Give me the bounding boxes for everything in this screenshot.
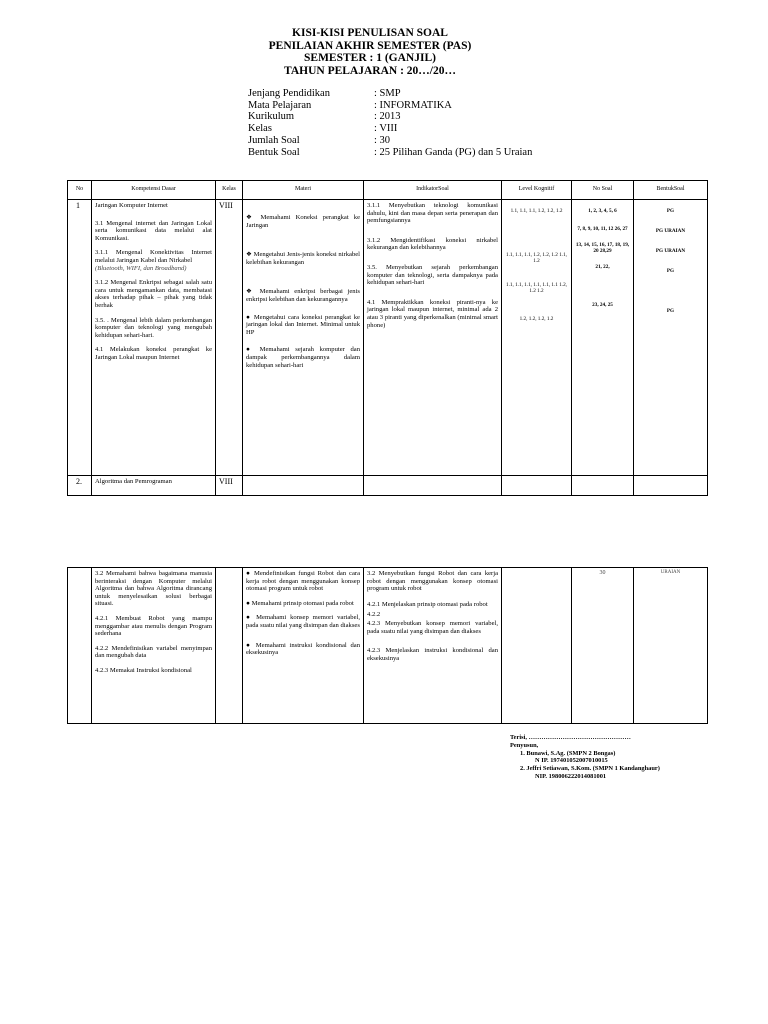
bentuk-cell — [634, 200, 708, 476]
indikator-cell — [364, 200, 502, 476]
info-key: Kelas — [248, 123, 272, 135]
header-kelas: Kelas — [216, 181, 243, 200]
materi-item: ● Memahami instruksi kondisional dan eksekusinya — [246, 641, 360, 657]
indikator-item: 4.2.1 Menjelaskan prinsip otomasi pada robot — [367, 600, 488, 608]
nosoal-item: 23, 24, 25 — [592, 302, 613, 308]
materi-item: ❖ Mengetahui Jenis-jenis koneksi nirkabel kelebihan kekurangan — [246, 251, 360, 266]
materi-item: ● Memahami sejarah komputer dan dampak perkembangannya dalam kehidupan sehari-hari — [246, 346, 360, 369]
kd-item: 4.2.3 Memakai Instruksi kondisional — [95, 666, 192, 674]
nosoal-cell — [572, 476, 634, 496]
kompetensi-cell — [92, 200, 216, 476]
kd-item: 3.2 Memahami bahwa bagaimana manusia berinteraksi dengan Komputer melalui Algoritma dan bahwa Algoritma dirancang untuk menyelesaikan solusi berbagai situasi. — [95, 570, 212, 608]
signature-line: NIP. 198006222014081001 — [535, 772, 607, 780]
info-key: Jumlah Soal — [248, 134, 300, 146]
kd-item: 3.1.2 Mengenal Enkripsi sebagai salah satu cara untuk mengamankan data, membatasi akses terhadap pihak – pihak yang tidak berhak — [95, 279, 212, 309]
level-cell — [502, 476, 572, 496]
info-key: Kurikulum — [248, 111, 295, 123]
info-row — [248, 100, 532, 112]
bentuk-item: PG — [666, 208, 675, 214]
kelas-cell: VIII — [216, 200, 243, 476]
signature-line: Penyusun, — [510, 741, 539, 749]
table-row — [68, 476, 708, 496]
bentuk-item: PG — [666, 308, 675, 314]
info-key: Bentuk Soal — [248, 146, 300, 158]
materi-item: ❖ Memahami Koneksi perangkat ke Jaringan — [246, 214, 360, 229]
indikator-item: 4.1 Mempraktikkan koneksi piranti-nya ke jaringan lokal maupun internet, minimal ada 2 atau 3 piranti yang diperkenalkan (minimal smart phone) — [367, 298, 498, 329]
table-header-row — [68, 181, 708, 200]
level-item: 1.2, 1.2, 1.2, 1.2 — [519, 316, 554, 322]
info-row — [248, 111, 532, 123]
kompetensi-cell — [92, 568, 216, 724]
materi-item: ❖ Memahami enkripsi berbagai jenis enkripsi kelebihan dan kekurangannya — [246, 288, 360, 303]
level-item: 1.1, 1.1, 1.1, 1.2, 1.2, 1.2 1.1, 1.2 — [506, 252, 567, 264]
level-cell — [502, 568, 572, 724]
kisi-table-page-1 — [67, 180, 708, 496]
header-nosoal: No Soal — [572, 181, 634, 200]
info-value: : 2013 — [374, 111, 401, 123]
info-row — [248, 147, 532, 159]
indikator-cell — [364, 476, 502, 496]
info-value: : SMP — [374, 88, 401, 99]
nosoal-item: 1, 2, 3, 4, 5, 6 — [588, 208, 617, 214]
header-materi: Materi — [243, 181, 364, 200]
indikator-item: 3.2 Menyebutkan fungsi Robot dan cara kerja robot dengan menggunakan konsep otomasi program untuk robot — [367, 570, 498, 593]
table-row — [68, 568, 708, 724]
nosoal-cell: 30 — [572, 568, 634, 724]
materi-item: ● Memahami konsep memori variabel, pada suatu nilai yang disimpan dan diakses — [246, 614, 360, 629]
info-value: : 30 — [374, 134, 391, 146]
level-item: 1.1, 1.1, 1.1, 1.1, 1.1, 1.1 1.2, 1.2 1.2 — [506, 282, 567, 294]
nosoal-item: 7, 8, 9, 10, 11, 12 26, 27 — [577, 226, 628, 232]
indikator-item: 3.1.2 Mengidentifikasi koneksi nirkabel kekurangan dan kelebihannya — [367, 236, 498, 252]
signature-line: Terisi, ………………………………………… — [510, 734, 631, 741]
info-value: : VIII — [374, 123, 398, 135]
header-indikator: IndikatorSoal — [364, 181, 502, 200]
kd-item: 4.1 Melakukan koneksi perangkat ke Jaringan Lokal maupun Internet — [95, 346, 212, 361]
level-item: 1.1, 1.1, 1.1, 1.2, 1.2, 1.2 — [510, 208, 563, 214]
bentuk-item: PG URAIAN — [655, 248, 686, 254]
kelas-cell: VIII — [216, 476, 243, 496]
title-line-1: KISI-KISI PENULISAN SOAL — [292, 27, 448, 39]
title-line-4: TAHUN PELAJARAN : 20…/20… — [284, 64, 456, 77]
title-line-3: SEMESTER : 1 (GANJIL) — [304, 52, 436, 64]
document-title — [0, 27, 740, 77]
nosoal-item: 13, 14, 15, 16, 17, 18, 19, 20 28,29 — [575, 242, 630, 254]
row-number — [68, 568, 92, 724]
row-number: 2. — [68, 476, 92, 496]
nosoal-cell — [572, 200, 634, 476]
bentuk-item: PG — [666, 268, 675, 274]
bentuk-cell: URAIAN — [634, 568, 708, 724]
kelas-cell — [216, 568, 243, 724]
info-block — [248, 88, 532, 158]
indikator-item: 4.2.3 Menyebutkan konsep memori variabel, pada suatu nilai yang disimpan dan diakses — [367, 619, 498, 635]
indikator-item: 4.2.2 — [367, 611, 381, 619]
indikator-item: 3.1.1 Menyebutkan teknologi komunikasi dahulu, kini dan masa depan serta penerapan dan pemfungsiannya — [367, 202, 498, 225]
header-no: No — [68, 181, 92, 200]
bentuk-item: PG URAIAN — [655, 228, 686, 234]
signature-block — [510, 734, 660, 781]
info-value: : 25 Pilihan Ganda (PG) dan 5 Uraian — [374, 146, 533, 158]
title-line-2: PENILAIAN AKHIR SEMESTER (PAS) — [268, 39, 472, 52]
signature-line: 2. Jeffri Setiawan, S.Kom. (SMPN 1 Kandanghaur) — [520, 765, 660, 773]
indikator-cell — [364, 568, 502, 724]
materi-item: ● Memahami prinsip otomasi pada robot — [246, 599, 354, 607]
kompetensi-cell: Algoritma dan Pemrograman — [92, 476, 216, 496]
materi-cell — [243, 568, 364, 724]
kd-item: 3.1.1 Mengenal Konektivitas Internet melalui Jaringan Kabel dan Nirkabel — [95, 249, 212, 264]
kd-item: 3.1 Mengenal internet dan Jaringan Lokal serta komunikasi data melalui alat Komunikasi. — [95, 219, 212, 242]
materi-cell — [243, 476, 364, 496]
signature-line: 1. Bunawi, S.Ag. (SMPN 2 Bongas) — [520, 749, 616, 757]
kd-item: 4.2.1 Membuat Robot yang mampu menggambar atau menulis dengan Program sederhana — [95, 614, 212, 638]
info-value: : INFORMATIKA — [374, 99, 452, 111]
header-level: Level Kognitif — [502, 181, 572, 200]
bentuk-cell — [634, 476, 708, 496]
info-key: Mata Pelajaran — [248, 99, 312, 111]
kd-item: (Bluetooth, WIFI, dan Broadband) — [95, 264, 187, 272]
header-bentuk: BentukSoal — [634, 181, 708, 200]
materi-item: ● Mengetahui cara koneksi perangkat ke jaringan lokal dan Internet. Minimal untuk HP — [246, 313, 360, 336]
kisi-table-page-2 — [67, 567, 708, 724]
kd-item: Jaringan Komputer Internet — [95, 202, 168, 209]
row-number: 1 — [68, 200, 92, 476]
table-row — [68, 200, 708, 476]
info-row — [248, 135, 532, 147]
info-row — [248, 123, 532, 135]
indikator-item: 3.5. Menyebutkan sejarah perkembangan komputer dan teknologi, serta dampaknya pada kehidupan sehari-hari — [367, 263, 498, 287]
level-cell — [502, 200, 572, 476]
materi-item: ● Mendefinisikan fungsi Robot dan cara kerja robot dengan menggunakan konsep otomasi program untuk robot — [246, 570, 360, 593]
info-row — [248, 88, 532, 100]
header-kompetensi: Kompetensi Dasar — [92, 181, 216, 200]
kd-item: 3.5. . Mengenal lebih dalam perkembangan komputer dan teknologi yang mengubah kehidupan sehari-hari. — [95, 316, 212, 339]
indikator-item: 4.2.3 Menjelaskan instruksi kondisional dan eksekusinya — [367, 647, 498, 662]
materi-cell — [243, 200, 364, 476]
info-key: Jenjang Pendidikan — [248, 88, 330, 99]
nosoal-item: 21, 22, — [595, 264, 610, 270]
kd-item: 4.2.2 Mendefinisikan variabel menyimpan dan mengubah data — [95, 644, 212, 660]
signature-line: N IP. 197401052007010015 — [535, 757, 608, 765]
